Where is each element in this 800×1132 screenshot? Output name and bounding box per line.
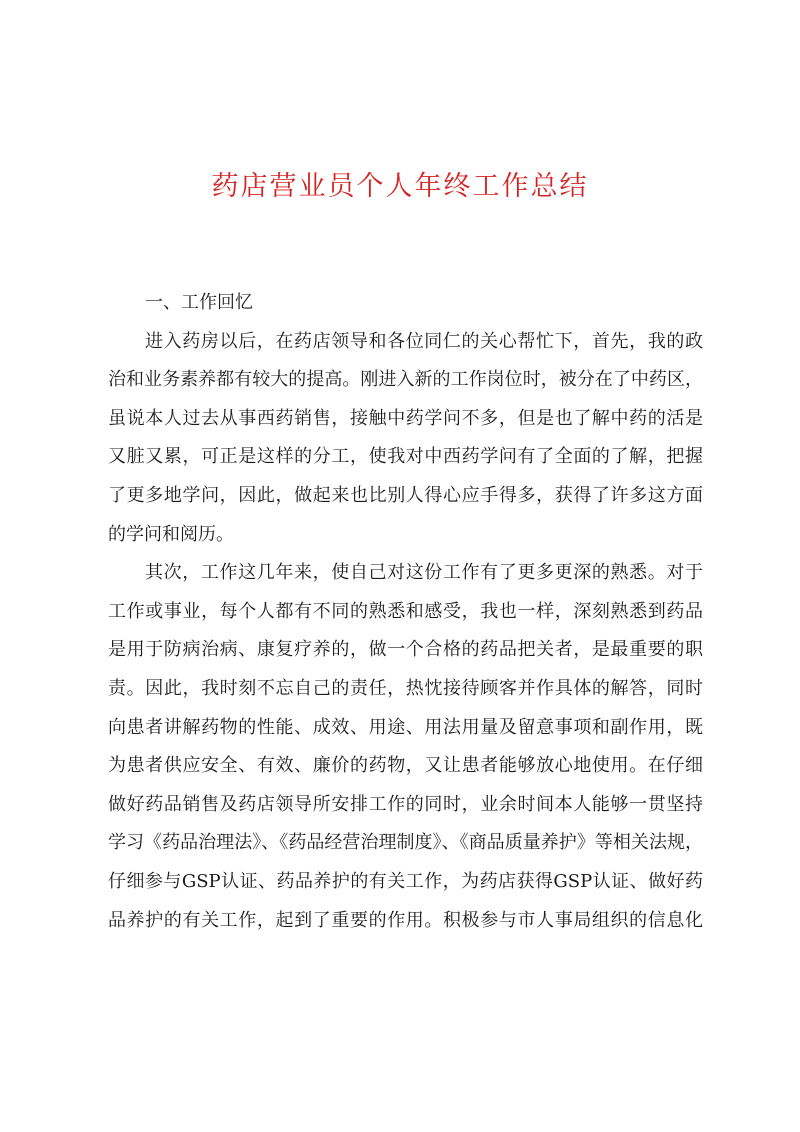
document-body bbox=[108, 284, 703, 940]
paragraph-line: 为患者供应安全、有效、廉价的药物，又让患者能够放心地使用。在仔细 bbox=[108, 755, 703, 777]
paragraph-line: 向患者讲解药物的性能、成效、用途、用法用量及留意事项和副作用，既 bbox=[108, 716, 703, 738]
paragraph-line: 仔细参与GSP认证、药品养护的有关工作，为药店获得GSP认证、做好药 bbox=[108, 870, 703, 892]
paragraph-line: 学习《药品治理法》、《药品经营治理制度》、《商品质量养护》等相关法规， bbox=[108, 832, 703, 854]
paragraph-line: 品养护的有关工作，起到了重要的作用。积极参与市人事局组织的信息化 bbox=[108, 909, 703, 931]
section-heading: 一、工作回忆 bbox=[145, 292, 253, 313]
paragraph-line: 是用于防病治病、康复疗养的，做一个合格的药品把关者，是最重要的职 bbox=[108, 639, 703, 661]
paragraph-line: 虽说本人过去从事西药销售，接触中药学问不多，但是也了解中药的活是 bbox=[108, 407, 703, 429]
paragraph-line: 其次，工作这几年来，使自己对这份工作有了更多更深的熟悉。对于 bbox=[145, 562, 703, 584]
paragraph-line: 做好药品销售及药店领导所安排工作的同时，业余时间本人能够一贯坚持 bbox=[108, 793, 703, 815]
paragraph-line: 又脏又累，可正是这样的分工，使我对中西药学问有了全面的了解，把握 bbox=[108, 446, 703, 468]
paragraph-line: 工作或事业，每个人都有不同的熟悉和感受，我也一样，深刻熟悉到药品 bbox=[108, 600, 703, 622]
paragraph-line: 了更多地学问，因此，做起来也比别人得心应手得多，获得了许多这方面 bbox=[108, 484, 703, 506]
paragraph-line: 治和业务素养都有较大的提高。刚进入新的工作岗位时，被分在了中药区， bbox=[108, 369, 703, 391]
paragraph-line: 责。因此，我时刻不忘自己的责任，热忱接待顾客并作具体的解答，同时 bbox=[108, 677, 703, 699]
document-title: 药店营业员个人年终工作总结 bbox=[211, 171, 589, 202]
paragraph-line: 的学问和阅历。 bbox=[108, 523, 234, 545]
paragraph-line: 进入药房以后，在药店领导和各位同仁的关心帮忙下，首先，我的政 bbox=[145, 330, 703, 352]
